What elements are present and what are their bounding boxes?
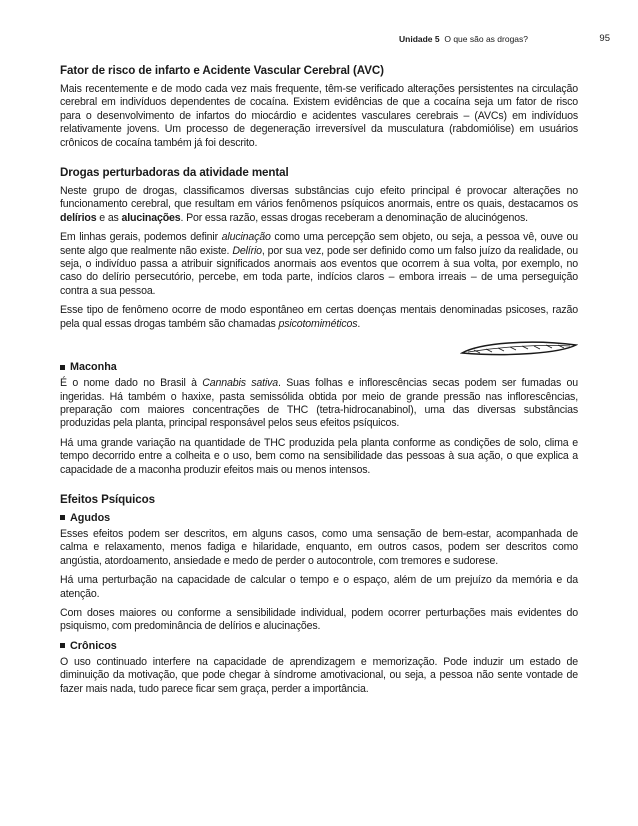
- section-title-risk: Fator de risco de infarto e Acidente Vascular Cerebral (AVC): [60, 64, 384, 77]
- cigarette-illustration-icon: [460, 339, 578, 359]
- subsection-title-cronicos: Crônicos: [60, 640, 578, 652]
- paragraph: Esses efeitos podem ser descritos, em alguns casos, como uma sensação de bem-estar, acompanhada de calma e relaxamento, menos fadiga e hilaridade, enquanto, em outros casos, podem ser descritos como angústia, atordoamento, ansiedade e medo de perder o autocontrole, com tremores e sudorese.: [60, 527, 578, 567]
- unit-label: Unidade 5 O que são as drogas?: [399, 34, 528, 44]
- square-bullet-icon: [60, 515, 65, 520]
- section-title-disturbing-drugs: Drogas perturbadoras da atividade mental: [60, 166, 289, 180]
- subsection-title-agudos: Agudos: [60, 512, 578, 524]
- paragraph: Há uma grande variação na quantidade de THC produzida pela planta conforme as condições de solo, clima e tempo decorrido entre a colheita e o uso, bem como na sensibilidade das pessoas à sua ação, o que explica a capacidade de a maconha produzir efeitos mais ou menos intensos.: [60, 436, 578, 476]
- section-title-psychic-effects: Efeitos Psíquicos: [60, 492, 155, 506]
- paragraph: Mais recentemente e de modo cada vez mais frequente, têm-se verificado alterações persistentes na circulação cerebral em indivíduos dependentes de cocaína. Existem evidências de que a cocaína seja um fator de risco para o desenvolvimento de infartos do miocárdio e acidentes vasculares cerebrais – (AVCs) em indivíduos relativamente jovens. Um processo de degeneração irreversível da musculatura (rabdomiólise) em usuários crônicos de cocaína também já foi descrito.: [60, 83, 578, 149]
- paragraph: Esse tipo de fenômeno ocorre de modo espontâneo em certas doenças mentais denominadas psicoses, razão pela qual essas drogas também são chamadas psicotomiméticos.: [60, 304, 578, 330]
- square-bullet-icon: [60, 643, 65, 648]
- decorative-divider: [60, 337, 578, 361]
- subsection-title-maconha: Maconha: [60, 361, 578, 373]
- paragraph: Em linhas gerais, podemos definir alucinação como uma percepção sem objeto, ou seja, a pessoa vê, ouve ou sente algo que realmente não existe. Delírio, por sua vez, pode ser definido como um falso juízo da realidade, ou seja, o indivíduo passa a atribuir significados anormais aos eventos que ocorrem à sua volta, por exemplo, no caso do delírio persecutório, percebe, em toda parte, indícios claros – embora irreais – de uma perseguição contra a sua pessoa.: [60, 231, 578, 297]
- paragraph: Há uma perturbação na capacidade de calcular o tempo e o espaço, além de um prejuízo da memória e da atenção.: [60, 574, 578, 600]
- paragraph: Neste grupo de drogas, classificamos diversas substâncias cujo efeito principal é provocar alterações no funcionamento cerebral, que resultam em vários fenômenos psíquicos anormais, entre os quais, destacamos os delírios e as alucinações. Por essa razão, essas drogas receberam a denominação de alucinógenos.: [60, 185, 578, 224]
- page-content: [60, 64, 578, 702]
- square-bullet-icon: [60, 365, 65, 370]
- paragraph: O uso continuado interfere na capacidade de aprendizagem e memorização. Pode induzir um estado de diminuição da motivação, que pode chegar à síndrome amotivacional, ou seja, a pessoa não sente vontade de fazer mais nada, tudo parece ficar sem graça, perder a importância.: [60, 655, 578, 695]
- page-number: 95: [599, 33, 610, 44]
- paragraph: É o nome dado no Brasil à Cannabis sativa. Suas folhas e inflorescências secas podem ser fumadas ou ingeridas. Há também o haxixe, pasta semissólida obtida por meio de grande pressão nas inflorescências, preparação com maiores concentrações de THC (tetra-hidrocanabinol), uma das diversas substâncias produzidas pela planta, principal responsável pelos seus efeitos psíquicos.: [60, 377, 578, 430]
- running-header: [60, 34, 610, 48]
- paragraph: Com doses maiores ou conforme a sensibilidade individual, podem ocorrer perturbações mais evidentes do psiquismo, com predominância de delírios e alucinações.: [60, 606, 578, 633]
